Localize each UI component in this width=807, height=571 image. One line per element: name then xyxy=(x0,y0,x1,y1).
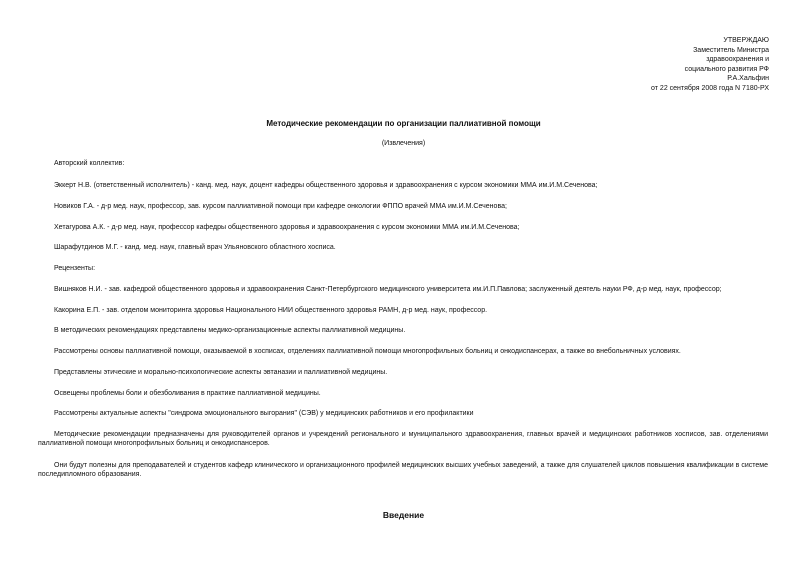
author-entry: Эккерт Н.В. (ответственный исполнитель) - канд. мед. наук, доцент кафедры общественного здоровья и здравоохранения с курсом экономики ММА им.И.М.Сеченова; xyxy=(54,182,598,189)
approval-line: здравоохранения и xyxy=(706,56,769,64)
approval-line: от 22 сентября 2008 года N 7180-РХ xyxy=(651,84,769,92)
document-title: Методические рекомендации по организации паллиативной помощи xyxy=(266,119,541,128)
reviewer-entry: Какорина Е.П. - зав. отделом мониторинга здоровья Национального НИИ общественного здоровья РАМН, д-р мед. наук, профессор. xyxy=(54,307,488,314)
body-paragraph: Освещены проблемы боли и обезболивания в практике паллиативной медицины. xyxy=(54,390,321,397)
author-entry: Новиков Г.А. - д-р мед. наук, профессор, зав. курсом паллиативной помощи при кафедре онкологии ФППО врачей ММА им.И.М.Сеченова; xyxy=(54,203,507,210)
approval-block xyxy=(651,36,769,94)
authors-heading: Авторский коллектив: xyxy=(54,160,125,167)
approval-line: Заместитель Министра xyxy=(693,46,769,54)
body-paragraph: Рассмотрены основы паллиативной помощи, оказываемой в хосписах, отделениях паллиативной помощи многопрофильных больниц и онкодиспансерах, а также во внебольничных условиях. xyxy=(54,348,681,355)
reviewer-entry: Вишняков Н.И. - зав. кафедрой общественного здоровья и здравоохранения Санкт-Петербургского медицинского университета им.И.П.Павлова; заслуженный деятель науки РФ, д-р мед. наук, профессор; xyxy=(54,286,722,293)
document-subtitle: (Извлечения) xyxy=(381,140,426,147)
body-paragraph: Рассмотрены актуальные аспекты "синдрома эмоционального выгорания" (СЭВ) у медицинских работников и его профилактики xyxy=(54,410,474,417)
reviewers-heading: Рецензенты: xyxy=(54,265,96,272)
approval-line: УТВЕРЖДАЮ xyxy=(723,37,769,44)
author-entry: Шарафутдинов М.Г. - канд. мед. наук, главный врач Ульяновского областного хосписа. xyxy=(54,244,336,251)
approval-line: Р.А.Хальфин xyxy=(727,75,769,83)
section-heading: Введение xyxy=(382,510,425,520)
body-paragraph: В методических рекомендациях представлены медико-организационные аспекты паллиативной медицины. xyxy=(54,327,406,334)
body-paragraph: Методические рекомендации предназначены для руководителей органов и учреждений регионального и муниципального здравоохранения, главных врачей и медицинских работников хосписов, зав. отделениями паллиативной помощи многопрофильных больниц и онкодиспансеров. xyxy=(38,431,768,447)
body-paragraph: Они будут полезны для преподавателей и студентов кафедр клинического и организационного профилей медицинских высших учебных заведений, а также для слушателей циклов повышения квалификации в системе последипломного образования. xyxy=(38,462,768,478)
body-paragraph: Представлены этические и морально-психологические аспекты эвтаназии и паллиативной медицины. xyxy=(54,369,388,376)
approval-line: социального развития РФ xyxy=(684,65,769,73)
author-entry: Хетагурова А.К. - д-р мед. наук, профессор кафедры общественного здоровья и здравоохранения с курсом экономики ММА им.И.М.Сеченова; xyxy=(54,224,520,231)
